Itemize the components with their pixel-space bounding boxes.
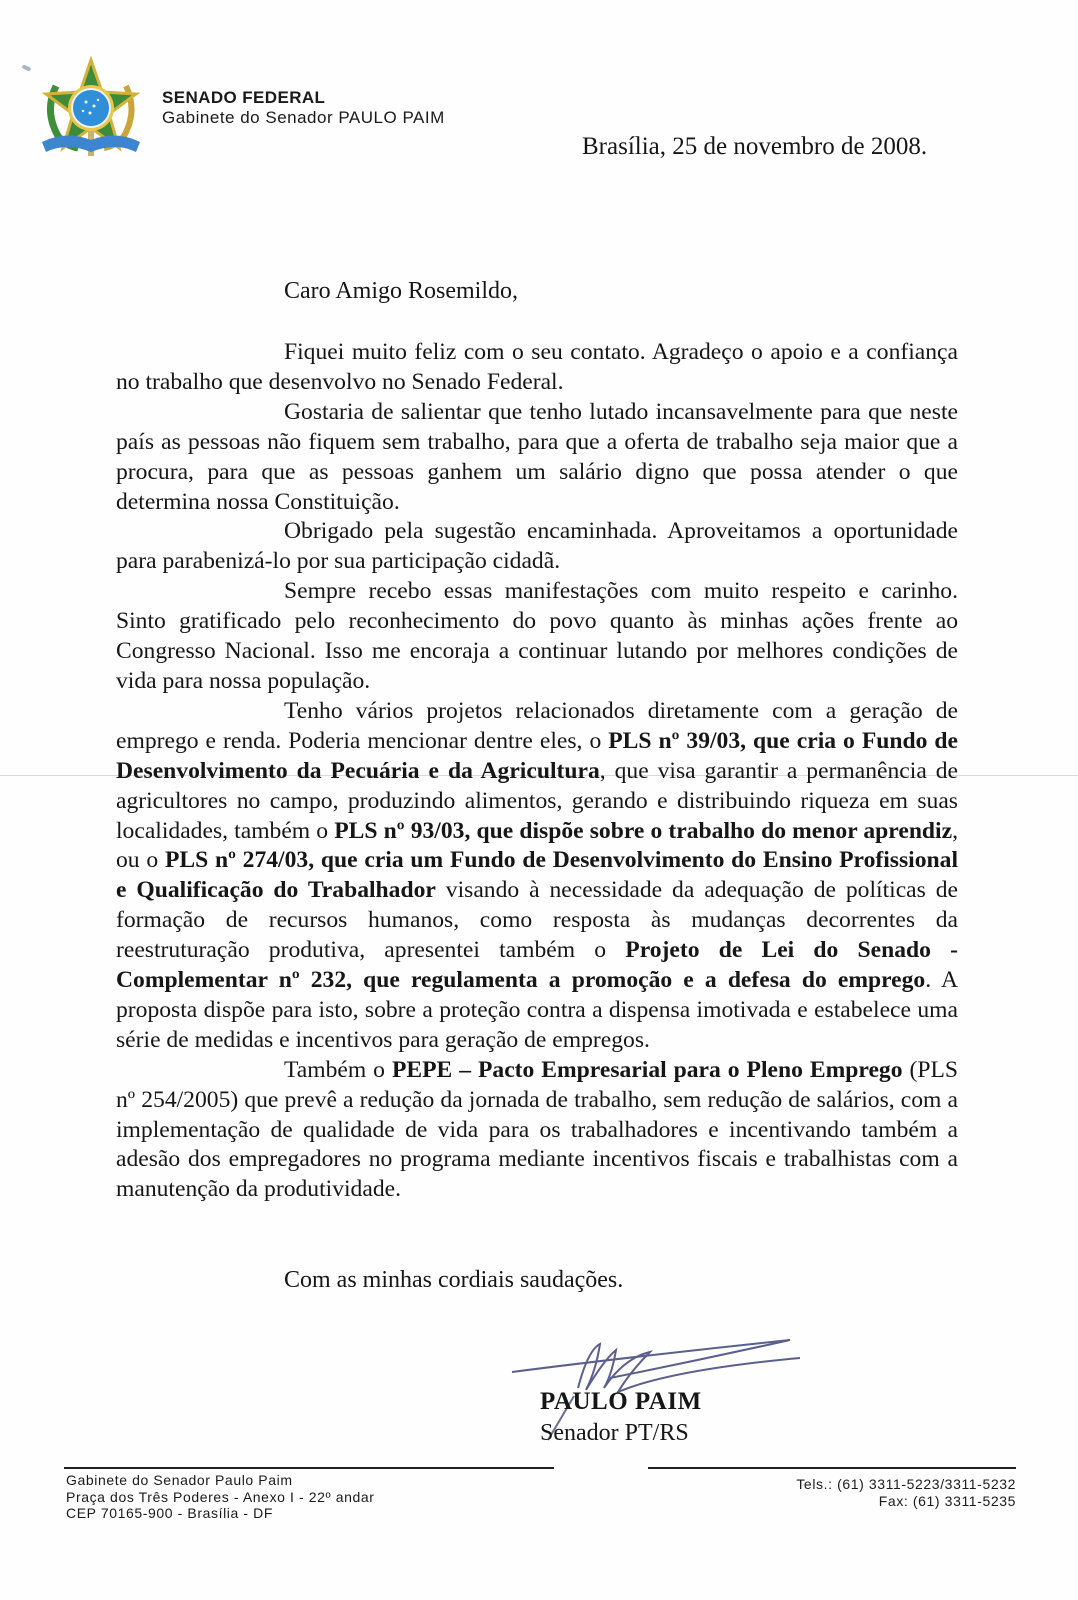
signature-role: Senador PT/RS — [540, 1420, 689, 1446]
bold-bill-reference: PLS nº 274/03, que cria um Fundo de Desenvolvimento do Ensino Profissional e Qualificação do Trabalhador — [116, 847, 958, 904]
salutation: Caro Amigo Rosemildo, — [284, 278, 518, 304]
scan-speck — [22, 64, 32, 71]
footer-divider-right — [648, 1467, 1016, 1469]
paragraph-text: , que visa garantir a permanência de agricultores no campo, produzindo alimentos, gerando e distribuindo riqueza em suas localidades, também o — [116, 757, 958, 844]
letterhead-office: Gabinete do Senador PAULO PAIM — [162, 108, 445, 127]
body-paragraph — [116, 577, 958, 697]
letterhead — [162, 88, 445, 128]
body-paragraph — [116, 1056, 958, 1206]
paragraph-text: Sempre recebo essas manifestações com muito respeito e carinho. Sinto gratificado pelo reconhecimento do povo quanto às minhas ações frente ao Congresso Nacional. Isso me encoraja a continuar lutando por melhores condições de vida para nossa população. — [116, 578, 958, 694]
body-paragraph — [116, 398, 958, 518]
letterhead-org: SENADO FEDERAL — [162, 88, 326, 107]
footer-contacts — [796, 1476, 1016, 1509]
bold-bill-reference: PLS nº 93/03, que dispõe sobre o trabalho do menor aprendiz — [334, 817, 953, 844]
paragraph-text: Obrigado pela sugestão encaminhada. Aproveitamos a oportunidade para parabenizá-lo por sua participação cidadã. — [116, 518, 958, 575]
body-paragraph — [116, 697, 958, 1056]
brazil-coat-of-arms-icon — [36, 56, 146, 164]
bold-bill-reference: PEPE – Pacto Empresarial para o Pleno Emprego — [391, 1056, 903, 1083]
paragraph-text: visando à necessidade da adequação de políticas de formação de recursos humanos, como resposta às mudanças decorrentes da reestruturação produtiva, apresentei também o — [116, 877, 958, 964]
bold-bill-reference: PLS nº 39/03, que cria o Fundo de Desenvolvimento da Pecuária e da Agricultura — [116, 727, 958, 784]
paragraph-text: . A proposta dispõe para isto, sobre a proteção contra a dispensa imotivada e estabelece uma série de medidas e incentivos para geração de empregos. — [116, 967, 958, 1053]
paragraph-text: Também o — [284, 1056, 392, 1083]
body-paragraph — [116, 338, 958, 398]
footer-address — [66, 1472, 375, 1522]
paragraph-text: (PLS nº 254/2005) que prevê a redução da jornada de trabalho, sem redução de salários, com a implementação de qualidade de vida para os trabalhadores e incentivando também a adesão dos empregadores no programa mediante incentivos fiscais e trabalhistas com a manutenção da produtividade. — [116, 1056, 958, 1203]
paragraph-text: Fiquei muito feliz com o seu contato. Agradeço o apoio e a confiança no trabalho que desenvolvo no Senado Federal. — [116, 339, 958, 395]
paragraph-text: , ou o — [116, 817, 958, 874]
paragraph-text: Tenho vários projetos relacionados diretamente com a geração de emprego e renda. Poderia mencionar dentre eles, o — [116, 697, 958, 754]
letter-body — [116, 338, 958, 1205]
footer-fax: Fax: (61) 3311-5235 — [878, 1492, 1016, 1509]
bold-bill-reference: Projeto de Lei do Senado - Complementar nº 232, que regulamenta a promoção e a defesa do emprego — [116, 937, 958, 994]
footer-address-line: Praça dos Três Poderes - Anexo I - 22º andar — [66, 1488, 375, 1505]
footer-address-line: Gabinete do Senador Paulo Paim — [66, 1472, 293, 1488]
body-paragraph — [116, 517, 958, 577]
footer-divider-left — [64, 1467, 554, 1469]
closing: Com as minhas cordiais saudações. — [284, 1267, 624, 1293]
paragraph-text: Gostaria de salientar que tenho lutado incansavelmente para que neste país as pessoas não fiquem sem trabalho, para que a oferta de trabalho seja maior que a procura, para que as pessoas ganhem um salário digno que possa atender o que determina nossa Constituição. — [116, 398, 958, 515]
footer-phones: Tels.: (61) 3311-5223/3311-5232 — [796, 1476, 1016, 1492]
signature-name: PAULO PAIM — [540, 1388, 702, 1415]
letter-date: Brasília, 25 de novembro de 2008. — [582, 133, 928, 160]
footer-address-line: CEP 70165-900 - Brasília - DF — [66, 1505, 274, 1521]
